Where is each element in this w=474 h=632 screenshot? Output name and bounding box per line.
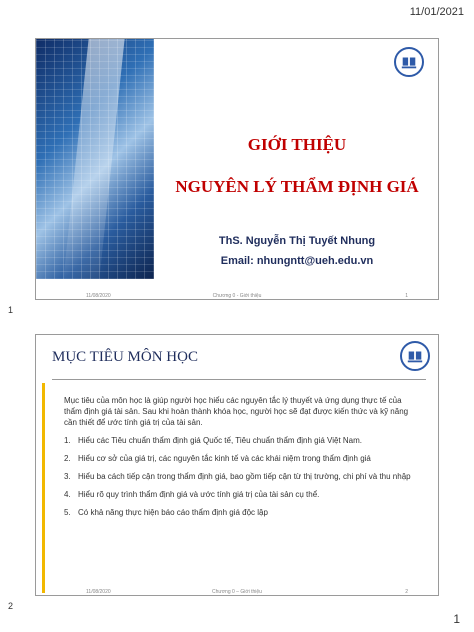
item-text: Hiểu rõ quy trình thẩm định giá và ước tính giá trị của tài sản cụ thể. xyxy=(78,490,320,499)
footer-slide-number: 2 xyxy=(405,589,408,595)
item-number: 5. xyxy=(64,508,71,517)
list-item xyxy=(64,471,418,482)
item-number: 3. xyxy=(64,472,71,481)
item-text: Hiểu ba cách tiếp cận trong thẩm định giá, bao gồm tiếp cận từ thị trường, chi phí và thu nhập xyxy=(78,472,411,481)
list-item xyxy=(64,435,418,446)
item-number: 4. xyxy=(64,490,71,499)
item-text: Có khả năng thực hiện báo cáo thẩm định giá độc lập xyxy=(78,508,268,517)
footer-date: 11/08/2020 xyxy=(86,589,111,595)
ueh-logo-icon xyxy=(400,341,430,371)
item-number: 2. xyxy=(64,454,71,463)
ueh-logo-icon xyxy=(394,47,424,77)
footer-slide-number: 1 xyxy=(405,293,408,299)
slide-2-title: MỤC TIÊU MÔN HỌC xyxy=(52,349,198,365)
list-item xyxy=(64,489,418,500)
objective-intro: Mục tiêu của môn học là giúp người học hiểu các nguyên tắc lý thuyết và ứng dụng thực tế của thẩm định giá tài sản. Sau khi hoàn thành khóa học, người học sẽ đạt được kiến thức và kỹ năng cần thiết để ước tính giá trị của tài sản. xyxy=(64,396,409,427)
page-date: 11/01/2021 xyxy=(409,6,464,18)
list-item xyxy=(64,453,418,464)
item-text: Hiểu các Tiêu chuẩn thẩm định giá Quốc tế, Tiêu chuẩn thẩm định giá Việt Nam. xyxy=(78,436,363,445)
page-number: 1 xyxy=(453,612,460,626)
item-number: 1. xyxy=(64,436,71,445)
footer-chapter: Chương 0 - Giới thiệu xyxy=(212,293,262,299)
title-divider xyxy=(52,379,426,380)
slide-2-body xyxy=(64,395,418,525)
item-text: Hiểu cơ sở của giá trị, các nguyên tắc kinh tế và các khái niệm trong thẩm định giá xyxy=(78,454,371,463)
objective-list xyxy=(64,435,418,518)
slide-index-1: 1 xyxy=(8,305,14,315)
author-name: ThS. Nguyễn Thị Tuyết Nhung xyxy=(218,235,376,247)
footer-chapter: Chương 0 – Giới thiệu xyxy=(212,589,262,595)
slide-1-subtitle: NGUYÊN LÝ THẨM ĐỊNH GIÁ xyxy=(175,177,419,196)
slide-index-2: 2 xyxy=(8,601,14,611)
building-image xyxy=(36,39,154,279)
slide-2 xyxy=(35,334,439,596)
author-email: Email: nhungntt@ueh.edu.vn xyxy=(220,255,374,267)
slide-1-title: GIỚI THIỆU xyxy=(247,135,347,154)
slide-1 xyxy=(35,38,439,300)
accent-bar xyxy=(42,383,45,593)
list-item xyxy=(64,507,418,518)
footer-date: 11/08/2020 xyxy=(86,293,111,299)
